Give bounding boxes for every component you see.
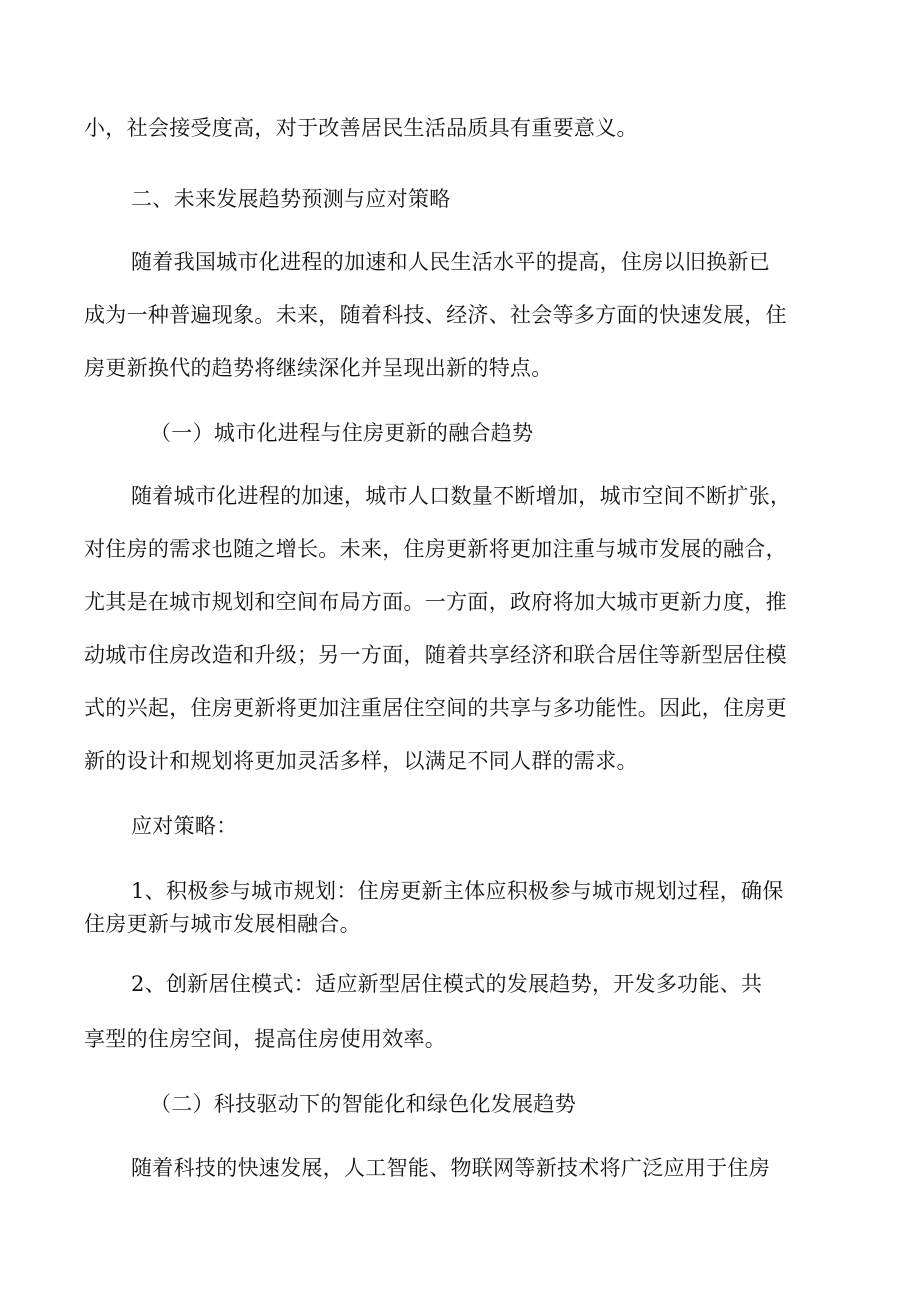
paragraph-line: 随着科技的快速发展，人工智能、物联网等新技术将广泛应用于住房 <box>131 1156 770 1180</box>
list-item-line: 享型的住房空间，提高住房使用效率。 <box>84 1027 447 1051</box>
list-item-line: 住房更新与城市发展相融合。 <box>84 912 361 936</box>
subsection-heading: （一）城市化进程与住房更新的融合趋势 <box>150 421 534 445</box>
paragraph-line: 房更新换代的趋势将继续深化并呈现出新的特点。 <box>84 356 553 380</box>
paragraph-line: 对住房的需求也随之增长。未来，住房更新将更加注重与城市发展的融合， <box>84 537 787 561</box>
paragraph-line: 小，社会接受度高，对于改善居民生活品质具有重要意义。 <box>84 116 638 140</box>
paragraph-heading: 应对策略： <box>131 814 238 838</box>
paragraph-line: 尤其是在城市规划和空间布局方面。一方面，政府将加大城市更新力度，推 <box>84 590 787 614</box>
paragraph-line: 动城市住房改造和升级；另一方面，随着共享经济和联合居住等新型居住模 <box>84 643 787 667</box>
paragraph-line: 随着城市化进程的加速，城市人口数量不断增加，城市空间不断扩张， <box>131 484 792 508</box>
paragraph-line: 随着我国城市化进程的加速和人民生活水平的提高，住房以旧换新已 <box>131 250 770 274</box>
list-item-line: 2、创新居住模式：适应新型居住模式的发展趋势，开发多功能、共 <box>131 972 763 996</box>
paragraph-line: 式的兴起，住房更新将更加注重居住空间的共享与多功能性。因此，住房更 <box>84 696 787 720</box>
section-heading: 二、未来发展趋势预测与应对策略 <box>131 187 451 211</box>
list-item-line: 1、积极参与城市规划：住房更新主体应积极参与城市规划过程，确保 <box>131 879 784 903</box>
subsection-heading: （二）科技驱动下的智能化和绿色化发展趋势 <box>150 1092 576 1116</box>
paragraph-line: 成为一种普遍现象。未来，随着科技、经济、社会等多方面的快速发展，住 <box>84 303 787 327</box>
paragraph-line: 新的设计和规划将更加灵活多样，以满足不同人群的需求。 <box>84 749 638 773</box>
